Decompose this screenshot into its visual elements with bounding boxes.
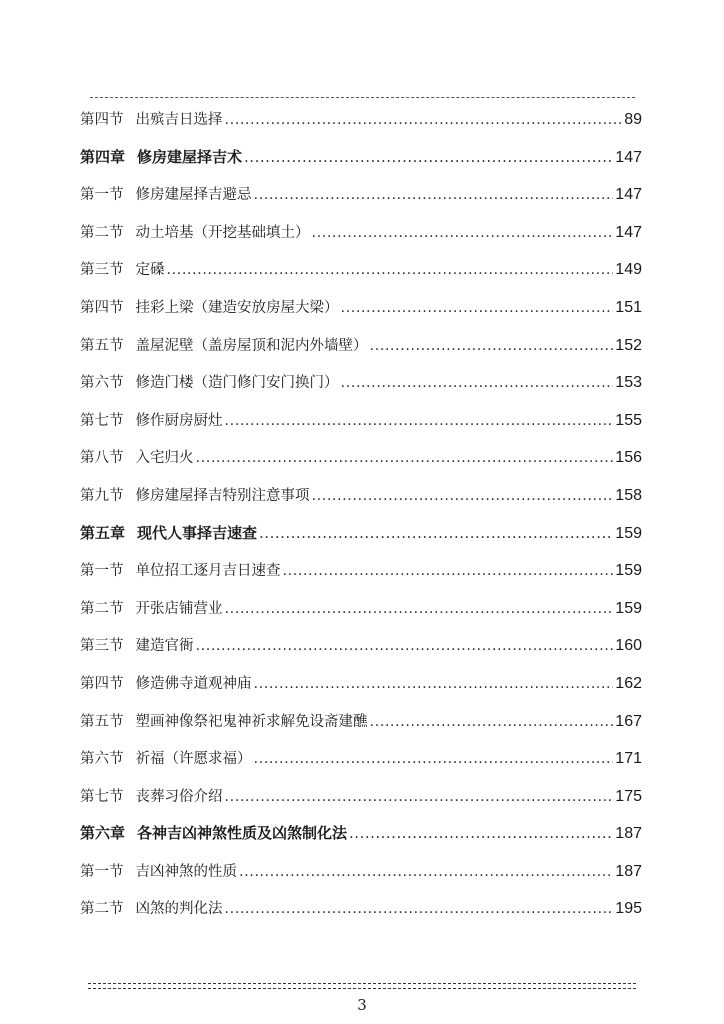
toc-entry-number: 第一节 [80,187,124,204]
toc-entry-title: 定磉 [135,262,165,279]
toc-section-row [80,183,642,221]
toc-entry-number: 第七节 [80,788,124,805]
toc-entry-title: 吉凶神煞的性质 [135,863,237,880]
toc-entry-title: 现代人事择吉速查 [137,523,258,542]
toc-section-row [80,785,642,823]
toc-chapter-row [80,822,642,860]
toc-chapter-row [80,146,642,184]
toc-entry-number: 第五节 [80,713,124,730]
toc-entry-number: 第二节 [80,901,124,918]
toc-entry-number: 第三节 [80,638,124,655]
bottom-divider [88,983,636,989]
toc-entry-page: 159 [615,524,642,542]
toc-dot-leader [225,413,614,429]
toc-section-row [80,597,642,635]
toc-entry-number: 第四节 [80,675,124,692]
toc-section-row [80,747,642,785]
toc-dot-leader [370,338,614,354]
toc-entry-number: 第八节 [80,450,124,467]
toc-entry-number: 第六章 [80,824,126,843]
toc-entry-number: 第五章 [80,523,126,542]
toc-entry-number: 第六节 [80,375,124,392]
toc-entry-title: 祈福（许愿求福） [135,751,252,768]
toc-entry-page: 155 [615,411,642,429]
toc-entry-title: 修造佛寺道观神庙 [135,675,252,692]
toc-entry-page: 147 [615,223,642,241]
toc-dot-leader [341,300,614,316]
toc-section-row [80,559,642,597]
toc-entry-page: 153 [615,374,642,392]
toc-entry-number: 第三节 [80,262,124,279]
toc-section-row [80,484,642,522]
toc-entry-number: 第九节 [80,487,124,504]
table-of-contents [80,108,642,935]
toc-entry-page: 147 [615,148,642,166]
toc-entry-number: 第四节 [80,112,124,128]
toc-section-row [80,446,642,484]
toc-dot-leader [312,225,614,241]
toc-section-row [80,371,642,409]
toc-entry-page: 175 [615,787,642,805]
toc-entry-title: 出殡吉日选择 [135,112,223,128]
toc-chapter-row [80,522,642,560]
toc-entry-title: 修造门楼（造门修门安门换门） [135,375,339,392]
toc-entry-title: 各神吉凶神煞性质及凶煞制化法 [137,824,348,843]
toc-entry-number: 第一节 [80,563,124,580]
toc-section-row [80,258,642,296]
toc-dot-leader [312,488,614,504]
toc-section-row [80,334,642,372]
toc-dot-leader [341,375,614,391]
toc-dot-leader [349,824,613,842]
toc-entry-title: 凶煞的判化法 [135,901,223,918]
toc-entry-title: 动土培基（开挖基础填土） [135,224,310,241]
toc-dot-leader [225,901,614,917]
toc-section-row [80,710,642,748]
toc-dot-leader [254,751,614,767]
toc-entry-page: 147 [615,186,642,204]
toc-entry-page: 151 [615,298,642,316]
toc-entry-title: 修房建屋择吉避忌 [135,187,252,204]
toc-entry-title: 修房建屋择吉术 [137,147,243,166]
toc-entry-number: 第一节 [80,863,124,880]
toc-entry-page: 195 [615,900,642,918]
toc-entry-page: 152 [615,336,642,354]
toc-entry-title: 修房建屋择吉特别注意事项 [135,487,310,504]
toc-entry-number: 第四章 [80,147,126,166]
toc-dot-leader [283,563,614,579]
toc-entry-title: 挂彩上梁（建造安放房屋大梁） [135,299,339,316]
toc-dot-leader [225,601,614,617]
page-number: 3 [357,996,367,1014]
toc-dot-leader [167,262,614,278]
toc-entry-title: 修作厨房厨灶 [135,412,223,429]
toc-entry-title: 塑画神像祭祀鬼神祈求解免设斋建醮 [135,713,368,730]
toc-section-row [80,860,642,898]
toc-entry-page: 156 [615,449,642,467]
toc-dot-leader [244,148,613,166]
toc-section-row [80,221,642,259]
toc-entry-title: 丧葬习俗介绍 [135,788,223,805]
toc-entry-page: 159 [615,599,642,617]
toc-dot-leader [254,676,614,692]
toc-dot-leader [225,112,623,128]
toc-entry-page: 167 [615,712,642,730]
toc-entry-title: 建造官衙 [135,638,194,655]
toc-entry-title: 入宅归火 [135,450,194,467]
toc-entry-number: 第七节 [80,412,124,429]
toc-dot-leader [196,638,614,654]
toc-entry-number: 第二节 [80,224,124,241]
toc-section-row [80,296,642,334]
toc-entry-page: 89 [624,111,642,128]
toc-section-row [80,634,642,672]
toc-entry-title: 单位招工逐月吉日速查 [135,563,281,580]
toc-dot-leader [239,864,613,880]
toc-dot-leader [254,187,614,203]
toc-section-row [80,897,642,935]
toc-entry-title: 开张店铺营业 [135,600,223,617]
toc-entry-page: 158 [615,486,642,504]
top-divider [90,97,635,98]
toc-entry-number: 第五节 [80,337,124,354]
toc-dot-leader [196,450,614,466]
toc-section-row [80,108,642,146]
toc-entry-page: 162 [615,674,642,692]
toc-entry-page: 187 [615,862,642,880]
toc-section-row [80,672,642,710]
toc-entry-page: 160 [615,637,642,655]
toc-dot-leader [225,789,614,805]
toc-section-row [80,409,642,447]
toc-dot-leader [259,524,613,542]
toc-entry-number: 第四节 [80,299,124,316]
toc-entry-title: 盖屋泥壁（盖房屋顶和泥内外墙壁） [135,337,368,354]
toc-dot-leader [370,714,614,730]
toc-entry-number: 第二节 [80,600,124,617]
toc-entry-page: 149 [615,261,642,279]
toc-entry-page: 187 [615,825,642,843]
toc-entry-page: 159 [615,562,642,580]
toc-entry-page: 171 [615,750,642,768]
toc-entry-number: 第六节 [80,751,124,768]
